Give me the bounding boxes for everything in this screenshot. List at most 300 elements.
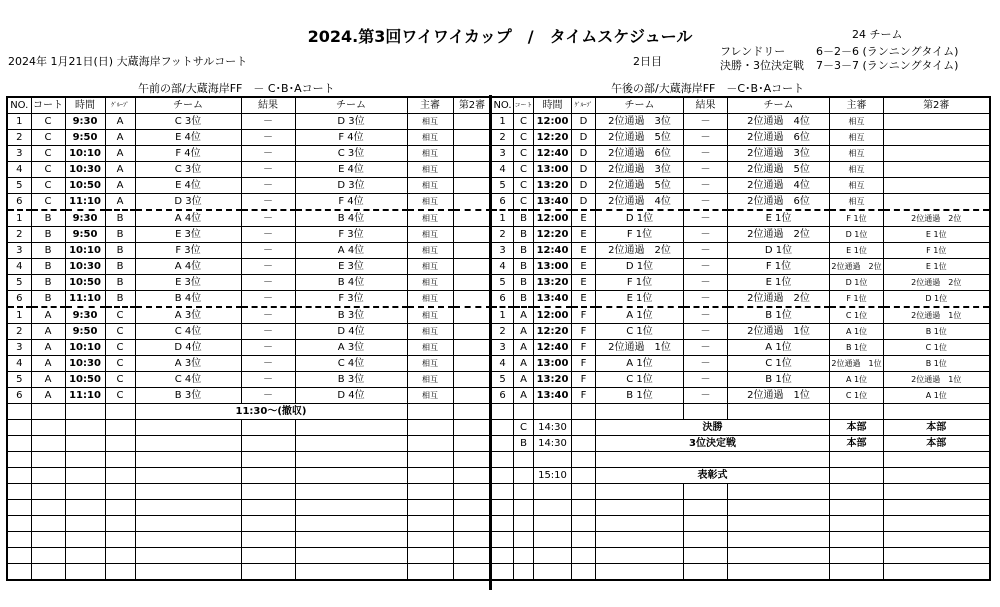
empty-cell — [453, 548, 491, 564]
event: 決勝 — [596, 420, 830, 436]
empty-cell — [65, 516, 105, 532]
closing-time: 11:30～(撤収) — [135, 404, 407, 420]
second-referee: A 1位 — [884, 388, 990, 404]
empty-cell — [65, 564, 105, 581]
court — [514, 452, 534, 468]
second-referee — [884, 130, 990, 146]
referee: 相互 — [407, 227, 453, 243]
col-referee: 主審 — [407, 97, 453, 114]
empty-cell — [534, 532, 572, 548]
empty-cell — [572, 532, 596, 548]
result: － — [241, 307, 295, 324]
empty-cell — [295, 452, 407, 468]
second-referee — [884, 468, 990, 484]
empty-cell — [572, 404, 596, 420]
empty-row — [492, 532, 990, 548]
referee: 2位通過 1位 — [830, 356, 884, 372]
court: A — [31, 372, 65, 388]
group: E — [572, 243, 596, 259]
result: － — [684, 114, 728, 130]
team-a: B 3位 — [135, 388, 241, 404]
referee: A 1位 — [830, 372, 884, 388]
second-referee — [453, 372, 491, 388]
court: A — [514, 356, 534, 372]
team-b: A 4位 — [295, 243, 407, 259]
referee: C 1位 — [830, 388, 884, 404]
team-a: B 1位 — [596, 388, 684, 404]
court: A — [31, 307, 65, 324]
empty-cell — [684, 484, 728, 500]
team-b: B 4位 — [295, 275, 407, 291]
match-no: 4 — [7, 162, 31, 178]
team-a: E 3位 — [135, 227, 241, 243]
time: 9:30 — [65, 307, 105, 324]
team-a: C 3位 — [135, 114, 241, 130]
empty-cell — [572, 548, 596, 564]
table-row — [7, 291, 491, 308]
empty-row — [7, 500, 491, 516]
match-no: 1 — [492, 114, 514, 130]
second-referee: 2位通過 1位 — [884, 372, 990, 388]
empty-cell — [105, 452, 135, 468]
empty-cell — [31, 468, 65, 484]
group: E — [572, 227, 596, 243]
time: 10:30 — [65, 162, 105, 178]
referee: A 1位 — [830, 324, 884, 340]
empty-cell — [534, 484, 572, 500]
empty-cell — [7, 548, 31, 564]
finals-row — [492, 420, 990, 436]
group: E — [572, 259, 596, 275]
result: － — [241, 243, 295, 259]
empty-cell — [241, 468, 295, 484]
col-second-referee: 第2審 — [884, 97, 990, 114]
table-row — [492, 146, 990, 162]
empty-cell — [492, 484, 514, 500]
team-b: F 1位 — [728, 259, 830, 275]
result: － — [684, 291, 728, 308]
table-row — [492, 259, 990, 275]
result: － — [684, 227, 728, 243]
team-b: D 3位 — [295, 178, 407, 194]
empty-cell — [31, 500, 65, 516]
empty-cell — [65, 436, 105, 452]
group: A — [105, 178, 135, 194]
closing-row — [7, 404, 491, 420]
time: 10:50 — [65, 178, 105, 194]
empty-cell — [7, 516, 31, 532]
team-a: 2位通過 2位 — [596, 243, 684, 259]
table-row — [7, 194, 491, 211]
empty-cell — [514, 404, 534, 420]
group: A — [105, 114, 135, 130]
second-referee — [884, 452, 990, 468]
time: 13:40 — [534, 291, 572, 308]
second-referee — [453, 356, 491, 372]
empty-cell — [295, 516, 407, 532]
empty-cell — [65, 548, 105, 564]
team-a: F 1位 — [596, 227, 684, 243]
empty-cell — [514, 532, 534, 548]
empty-cell — [884, 500, 990, 516]
empty-cell — [7, 436, 31, 452]
empty-cell — [135, 516, 241, 532]
empty-cell — [31, 436, 65, 452]
table-row — [7, 210, 491, 227]
empty-cell — [534, 548, 572, 564]
court: A — [514, 324, 534, 340]
group: F — [572, 340, 596, 356]
empty-cell — [241, 516, 295, 532]
match-no: 4 — [7, 259, 31, 275]
result: － — [684, 194, 728, 211]
team-a: C 3位 — [135, 162, 241, 178]
empty-cell — [135, 564, 241, 581]
empty-cell — [492, 564, 514, 581]
empty-cell — [514, 564, 534, 581]
empty-cell — [596, 484, 684, 500]
match-no: 3 — [7, 146, 31, 162]
table-row — [7, 340, 491, 356]
result: － — [241, 178, 295, 194]
empty-cell — [596, 404, 684, 420]
empty-cell — [884, 404, 990, 420]
empty-cell — [135, 500, 241, 516]
match-no: 2 — [7, 130, 31, 146]
empty-cell — [453, 484, 491, 500]
match-no: 2 — [492, 227, 514, 243]
result: － — [241, 291, 295, 308]
empty-cell — [572, 452, 596, 468]
second-referee: 2位通過 2位 — [884, 210, 990, 227]
table-row — [492, 178, 990, 194]
match-no: 6 — [7, 194, 31, 211]
team-b: 2位通過 2位 — [728, 227, 830, 243]
result: － — [684, 388, 728, 404]
second-referee — [453, 210, 491, 227]
court: B — [514, 436, 534, 452]
empty-cell — [514, 548, 534, 564]
group: F — [572, 356, 596, 372]
empty-cell — [453, 420, 491, 436]
result: － — [241, 146, 295, 162]
result: － — [684, 275, 728, 291]
result: － — [684, 146, 728, 162]
referee: 相互 — [407, 340, 453, 356]
empty-cell — [407, 564, 453, 581]
table-row — [492, 210, 990, 227]
group: A — [105, 146, 135, 162]
team-a: E 3位 — [135, 275, 241, 291]
group: A — [105, 130, 135, 146]
col-time: 時間 — [65, 97, 105, 114]
time: 14:30 — [534, 420, 572, 436]
empty-cell — [105, 500, 135, 516]
empty-cell — [728, 548, 830, 564]
second-referee — [453, 130, 491, 146]
empty-row — [492, 500, 990, 516]
time: 11:10 — [65, 291, 105, 308]
empty-row — [7, 436, 491, 452]
second-referee — [453, 291, 491, 308]
team-a: 2位通過 1位 — [596, 340, 684, 356]
referee: 相互 — [407, 291, 453, 308]
team-a: E 4位 — [135, 178, 241, 194]
court: C — [31, 146, 65, 162]
court: B — [31, 275, 65, 291]
empty-cell — [830, 532, 884, 548]
second-referee — [884, 178, 990, 194]
empty-cell — [135, 420, 241, 436]
event — [596, 452, 830, 468]
empty-row — [492, 404, 990, 420]
empty-cell — [65, 468, 105, 484]
empty-cell — [728, 516, 830, 532]
match-rules — [720, 45, 958, 73]
match-no: 6 — [492, 291, 514, 308]
time: 13:20 — [534, 275, 572, 291]
team-b: C 1位 — [728, 356, 830, 372]
empty-cell — [830, 516, 884, 532]
empty-cell — [534, 564, 572, 581]
table-row — [7, 372, 491, 388]
empty-row — [7, 548, 491, 564]
team-a: A 4位 — [135, 210, 241, 227]
empty-cell — [830, 484, 884, 500]
empty-cell — [453, 404, 491, 420]
result: － — [684, 324, 728, 340]
center-divider — [489, 95, 492, 590]
empty-cell — [492, 516, 514, 532]
empty-cell — [830, 404, 884, 420]
referee — [830, 468, 884, 484]
empty-cell — [684, 516, 728, 532]
group: B — [105, 210, 135, 227]
col-no: NO. — [492, 97, 514, 114]
empty-cell — [241, 436, 295, 452]
team-a: D 1位 — [596, 259, 684, 275]
referee: F 1位 — [830, 210, 884, 227]
team-b: D 1位 — [728, 243, 830, 259]
empty-cell — [514, 500, 534, 516]
empty-row — [7, 564, 491, 581]
empty-cell — [407, 436, 453, 452]
second-referee: E 1位 — [884, 259, 990, 275]
page-title: 2024.第3回ワイワイカップ / タイムスケジュール — [307, 27, 693, 46]
match-no: 6 — [492, 388, 514, 404]
empty-cell — [31, 452, 65, 468]
empty-row — [492, 484, 990, 500]
result: － — [241, 114, 295, 130]
empty-cell — [572, 436, 596, 452]
referee: D 1位 — [830, 275, 884, 291]
empty-cell — [241, 564, 295, 581]
court: C — [514, 162, 534, 178]
table-row — [7, 388, 491, 404]
court: C — [514, 130, 534, 146]
empty-cell — [407, 468, 453, 484]
team-b: B 1位 — [728, 307, 830, 324]
empty-row — [492, 548, 990, 564]
second-referee — [453, 194, 491, 211]
referee: 相互 — [407, 243, 453, 259]
team-a: C 4位 — [135, 372, 241, 388]
team-a: 2位通過 3位 — [596, 114, 684, 130]
group: F — [572, 324, 596, 340]
court: B — [514, 227, 534, 243]
empty-cell — [135, 468, 241, 484]
result: － — [684, 130, 728, 146]
match-no: 4 — [492, 162, 514, 178]
empty-cell — [514, 484, 534, 500]
time: 11:10 — [65, 388, 105, 404]
match-no: 4 — [492, 356, 514, 372]
team-a: 2位通過 5位 — [596, 130, 684, 146]
team-b: A 1位 — [728, 340, 830, 356]
group: B — [105, 227, 135, 243]
empty-cell — [65, 500, 105, 516]
event: 3位決定戦 — [596, 436, 830, 452]
empty-row — [7, 468, 491, 484]
referee: 相互 — [407, 356, 453, 372]
court: C — [514, 178, 534, 194]
col-court: コート — [31, 97, 65, 114]
empty-row — [7, 484, 491, 500]
match-no: 1 — [7, 114, 31, 130]
empty-cell — [241, 532, 295, 548]
match-no: 2 — [492, 130, 514, 146]
empty-cell — [830, 564, 884, 581]
group: B — [105, 243, 135, 259]
court: A — [514, 388, 534, 404]
time: 10:50 — [65, 275, 105, 291]
empty-cell — [728, 564, 830, 581]
empty-cell — [407, 404, 453, 420]
team-b: F 3位 — [295, 291, 407, 308]
referee: 本部 — [830, 436, 884, 452]
team-b: D 3位 — [295, 114, 407, 130]
result: － — [241, 210, 295, 227]
empty-cell — [514, 516, 534, 532]
team-b: A 3位 — [295, 340, 407, 356]
result: － — [684, 210, 728, 227]
referee: 相互 — [407, 210, 453, 227]
empty-cell — [884, 548, 990, 564]
team-b: F 4位 — [295, 130, 407, 146]
empty-cell — [7, 420, 31, 436]
group: E — [572, 210, 596, 227]
second-referee: C 1位 — [884, 340, 990, 356]
team-b: E 4位 — [295, 162, 407, 178]
match-no: 6 — [7, 291, 31, 308]
time: 13:20 — [534, 372, 572, 388]
group: C — [105, 372, 135, 388]
time — [534, 452, 572, 468]
empty-cell — [534, 516, 572, 532]
empty-row — [492, 516, 990, 532]
team-b: C 3位 — [295, 146, 407, 162]
empty-cell — [453, 500, 491, 516]
empty-cell — [105, 564, 135, 581]
empty-cell — [407, 500, 453, 516]
empty-cell — [572, 500, 596, 516]
team-a: F 3位 — [135, 243, 241, 259]
second-referee — [884, 114, 990, 130]
col-team-b: チーム — [295, 97, 407, 114]
court: B — [514, 243, 534, 259]
empty-cell — [453, 532, 491, 548]
empty-cell — [492, 452, 514, 468]
time: 13:40 — [534, 194, 572, 211]
referee: 相互 — [830, 162, 884, 178]
empty-cell — [407, 532, 453, 548]
second-referee: B 1位 — [884, 356, 990, 372]
referee: 相互 — [830, 146, 884, 162]
table-row — [7, 146, 491, 162]
table-row — [492, 388, 990, 404]
empty-row — [7, 420, 491, 436]
table-row — [492, 227, 990, 243]
court: C — [514, 420, 534, 436]
empty-cell — [728, 404, 830, 420]
empty-cell — [407, 484, 453, 500]
col-referee: 主審 — [830, 97, 884, 114]
empty-cell — [295, 548, 407, 564]
referee: 相互 — [830, 178, 884, 194]
court: C — [31, 114, 65, 130]
group: B — [105, 259, 135, 275]
table-row — [492, 114, 990, 130]
match-no: 5 — [7, 372, 31, 388]
finals-row — [492, 436, 990, 452]
second-referee — [453, 114, 491, 130]
col-group: ｸﾞﾙｰﾌﾟ — [105, 97, 135, 114]
match-no: 3 — [492, 243, 514, 259]
table-row — [492, 162, 990, 178]
court: B — [31, 210, 65, 227]
empty-cell — [7, 452, 31, 468]
rule-finals: 決勝・3位決定戦 7－3－7 (ランニングタイム) — [720, 59, 959, 72]
result: － — [241, 227, 295, 243]
empty-cell — [572, 564, 596, 581]
empty-cell — [728, 484, 830, 500]
team-b: 2位通過 4位 — [728, 178, 830, 194]
referee: F 1位 — [830, 291, 884, 308]
referee: 相互 — [407, 146, 453, 162]
empty-cell — [135, 548, 241, 564]
table-row — [7, 162, 491, 178]
referee: E 1位 — [830, 243, 884, 259]
empty-cell — [105, 420, 135, 436]
team-b: B 3位 — [295, 372, 407, 388]
court: B — [514, 259, 534, 275]
group: D — [572, 178, 596, 194]
table-row — [492, 356, 990, 372]
empty-cell — [135, 436, 241, 452]
table-row — [7, 178, 491, 194]
col-team-a: チーム — [135, 97, 241, 114]
group: F — [572, 388, 596, 404]
empty-cell — [135, 452, 241, 468]
group: E — [572, 291, 596, 308]
time: 9:50 — [65, 227, 105, 243]
empty-cell — [105, 468, 135, 484]
empty-cell — [31, 532, 65, 548]
team-a: E 1位 — [596, 291, 684, 308]
team-b: E 3位 — [295, 259, 407, 275]
time: 12:40 — [534, 243, 572, 259]
team-count: 24 チーム — [852, 28, 903, 41]
